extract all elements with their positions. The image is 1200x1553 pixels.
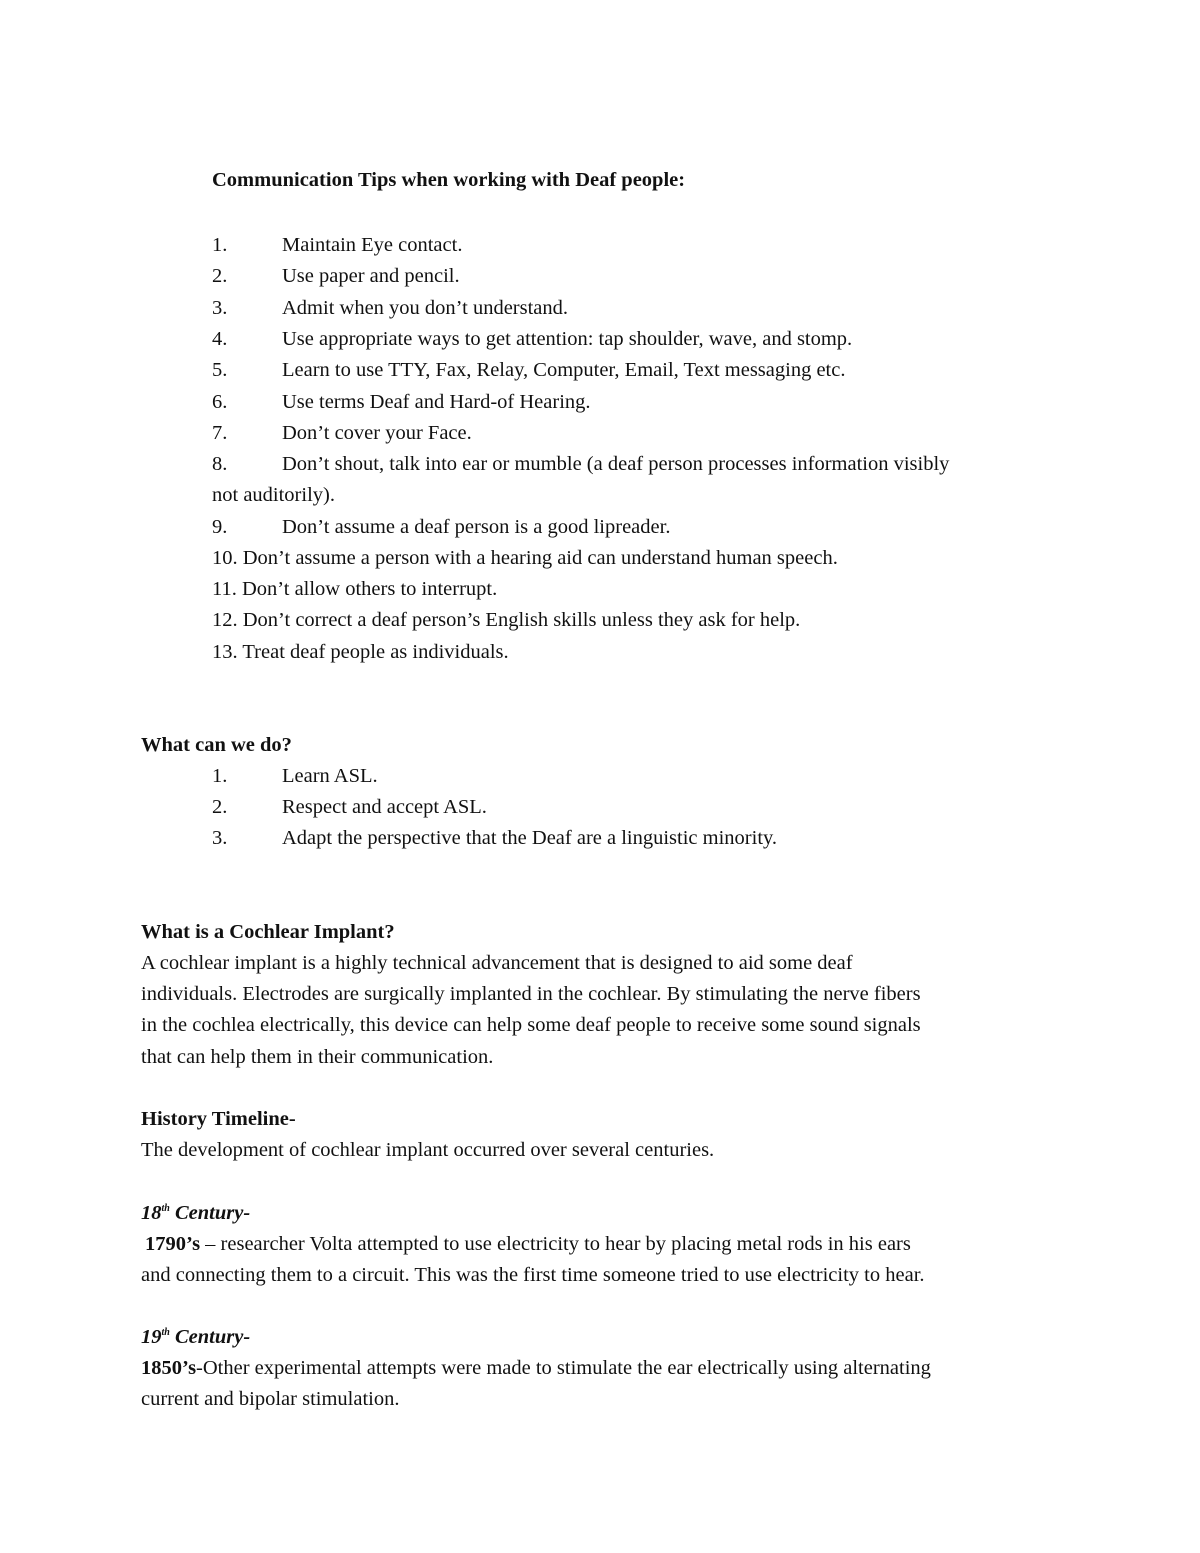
tip-number: 7. — [212, 422, 228, 444]
tip-text-continuation: not auditorily). — [212, 484, 335, 506]
century-19-entry: 1850’s-Other experimental attempts were made to stimulate the ear electrically using alternating — [141, 1357, 931, 1379]
cochlear-paragraph-line: in the cochlea electrically, this device can help some deaf people to receive some sound signals — [141, 1014, 921, 1036]
tip-text: Don’t assume a deaf person is a good lipreader. — [282, 516, 671, 538]
history-intro: The development of cochlear implant occurred over several centuries. — [141, 1139, 715, 1161]
tip-number: 9. — [212, 516, 228, 538]
cochlear-paragraph-line: A cochlear implant is a highly technical advancement that is designed to aid some deaf — [141, 952, 853, 974]
tip-number: 6. — [212, 391, 228, 413]
tip-number: 8. — [212, 453, 228, 475]
tip-text: 12. Don’t correct a deaf person’s English skills unless they ask for help. — [212, 609, 801, 631]
cochlear-paragraph-line: that can help them in their communication. — [141, 1046, 494, 1068]
action-number: 1. — [212, 765, 228, 787]
tip-number: 1. — [212, 234, 228, 256]
tip-text: Use terms Deaf and Hard-of Hearing. — [282, 391, 591, 413]
action-text: Adapt the perspective that the Deaf are a linguistic minority. — [282, 827, 778, 849]
tips-heading: Communication Tips when working with Deaf people: — [212, 169, 686, 191]
century-18-entry-continuation: and connecting them to a circuit. This was the first time someone tried to use electricity to hear. — [141, 1264, 925, 1286]
tip-text: 13. Treat deaf people as individuals. — [212, 641, 509, 663]
century-18-heading: 18th Century- — [141, 1202, 251, 1224]
cochlear-paragraph-line: individuals. Electrodes are surgically implanted in the cochlear. By stimulating the nerve fibers — [141, 983, 921, 1005]
tip-text: Use paper and pencil. — [282, 265, 460, 287]
what-can-we-do-heading: What can we do? — [141, 734, 292, 756]
tip-number: 3. — [212, 297, 228, 319]
tip-text: 11. Don’t allow others to interrupt. — [212, 578, 498, 600]
action-number: 2. — [212, 796, 228, 818]
century-19-heading: 19th Century- — [141, 1326, 251, 1348]
action-number: 3. — [212, 827, 228, 849]
tip-text: Don’t cover your Face. — [282, 422, 472, 444]
tip-text: Learn to use TTY, Fax, Relay, Computer, Email, Text messaging etc. — [282, 359, 846, 381]
century-19-entry-continuation: current and bipolar stimulation. — [141, 1388, 400, 1410]
tip-text: Use appropriate ways to get attention: tap shoulder, wave, and stomp. — [282, 328, 853, 350]
tip-text: 10. Don’t assume a person with a hearing aid can understand human speech. — [212, 547, 838, 569]
century-18-entry: 1790’s – researcher Volta attempted to use electricity to hear by placing metal rods in his ears — [145, 1233, 911, 1255]
tip-number: 5. — [212, 359, 228, 381]
history-heading: History Timeline- — [141, 1108, 296, 1130]
tip-text: Maintain Eye contact. — [282, 234, 463, 256]
tip-text: Don’t shout, talk into ear or mumble (a deaf person processes information visibly — [282, 453, 950, 475]
tip-text: Admit when you don’t understand. — [282, 297, 569, 319]
tip-number: 2. — [212, 265, 228, 287]
tip-number: 4. — [212, 328, 228, 350]
action-text: Learn ASL. — [282, 765, 378, 787]
action-text: Respect and accept ASL. — [282, 796, 487, 818]
cochlear-heading: What is a Cochlear Implant? — [141, 921, 395, 943]
